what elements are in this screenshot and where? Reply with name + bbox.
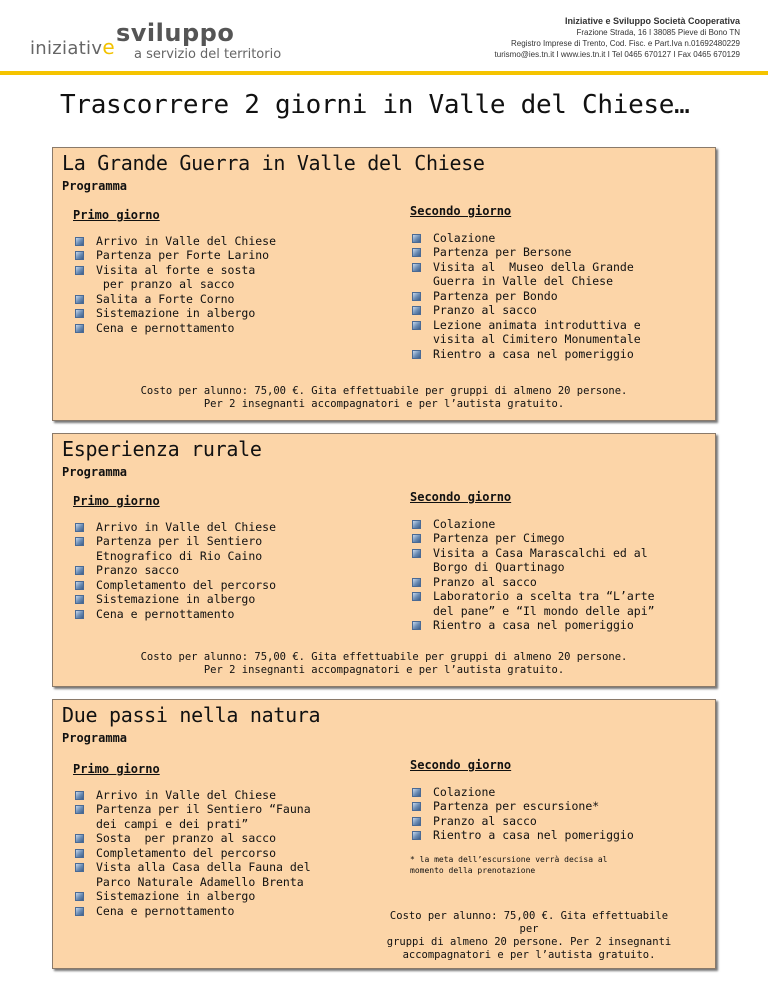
list-item: Visita al Museo della Grande xyxy=(410,260,710,275)
logo-tagline: a servizio del territorio xyxy=(134,47,282,62)
day2-heading: Secondo giorno xyxy=(410,490,512,504)
list-item: Sistemazione in albergo xyxy=(73,306,373,321)
bullet-icon xyxy=(412,802,421,811)
day1-column xyxy=(73,762,373,918)
day2-heading: Secondo giorno xyxy=(410,204,512,218)
bullet-icon xyxy=(412,592,421,601)
logo-word-iniziative: iniziative xyxy=(30,35,115,59)
list-item: Colazione xyxy=(410,785,710,800)
programma-label: Programma xyxy=(62,179,128,193)
list-item: Rientro a casa nel pomeriggio xyxy=(410,347,710,362)
list-item: Pranzo al sacco xyxy=(410,814,710,829)
list-item: Arrivo in Valle del Chiese xyxy=(73,234,373,249)
list-item: del pane” e “Il mondo delle api” xyxy=(433,603,655,618)
bullet-icon xyxy=(75,266,84,275)
bullet-icon xyxy=(412,831,421,840)
list-item: Completamento del percorso xyxy=(73,578,373,593)
day2-heading: Secondo giorno xyxy=(410,758,512,772)
programma-label: Programma xyxy=(62,465,128,479)
programma-label: Programma xyxy=(62,731,128,745)
logo-word-sviluppo: sviluppo xyxy=(116,19,235,47)
day1-list xyxy=(73,234,373,336)
bullet-icon xyxy=(412,578,421,587)
list-item: Partenza per Forte Larino xyxy=(73,248,373,263)
header-divider xyxy=(0,71,768,75)
program-box-esperienza-rurale xyxy=(52,433,716,687)
bullet-icon xyxy=(75,581,84,590)
excursion-note: * la meta dell’escursione verrà decisa al momento della prenotazione xyxy=(410,854,608,875)
bullet-icon xyxy=(412,534,421,543)
list-item: Visita al forte e sosta xyxy=(73,263,373,278)
company-address: Frazione Strada, 16 I 38085 Pieve di Bono TN xyxy=(576,28,740,37)
list-item: Partenza per Bersone xyxy=(410,245,710,260)
day2-list xyxy=(410,785,710,843)
bullet-icon xyxy=(75,251,84,260)
bullet-icon xyxy=(75,566,84,575)
list-item: Partenza per il Sentiero “Fauna xyxy=(73,802,373,817)
bullet-icon xyxy=(412,520,421,529)
list-item: Sistemazione in albergo xyxy=(73,592,373,607)
list-item: Cena e pernottamento xyxy=(73,904,373,919)
bullet-icon xyxy=(412,234,421,243)
list-item: Rientro a casa nel pomeriggio xyxy=(410,828,710,843)
bullet-icon xyxy=(412,350,421,359)
list-item: Vista alla Casa della Fauna del xyxy=(73,860,373,875)
bullet-icon xyxy=(412,817,421,826)
day1-list xyxy=(73,520,373,622)
day1-heading: Primo giorno xyxy=(73,762,160,776)
list-item: visita al Cimitero Monumentale xyxy=(433,332,641,346)
bullet-icon xyxy=(75,610,84,619)
list-item: Etnografico di Rio Caino xyxy=(96,548,263,563)
bullet-icon xyxy=(75,295,84,304)
bullet-icon xyxy=(412,788,421,797)
list-item: Guerra in Valle del Chiese xyxy=(433,274,614,288)
program-title: Esperienza rurale xyxy=(62,437,262,461)
program-title: Due passi nella natura xyxy=(62,703,321,727)
bullet-icon xyxy=(412,263,421,272)
list-item: Completamento del percorso xyxy=(73,846,373,861)
bullet-icon xyxy=(75,324,84,333)
bullet-icon xyxy=(412,621,421,630)
cost-info: Costo per alunno: 75,00 €. Gita effettuabile per gruppi di almeno 20 persone. Per 2 insegnanti accompagnatori e per l’autista gratuito. xyxy=(140,651,628,676)
day1-list xyxy=(73,788,373,919)
bullet-icon xyxy=(412,248,421,257)
day2-column xyxy=(410,758,710,876)
page-title: Trascorrere 2 giorni in Valle del Chiese… xyxy=(60,90,690,120)
list-item: Lezione animata introduttiva e xyxy=(410,318,710,333)
list-item: dei campi e dei prati” xyxy=(96,816,249,831)
bullet-icon xyxy=(75,834,84,843)
company-contacts: turismo@ies.tn.it I www.ies.tn.it I Tel 0465 670127 I Fax 0465 670129 xyxy=(494,50,740,59)
list-item: Partenza per Cimego xyxy=(410,531,710,546)
bullet-icon xyxy=(412,306,421,315)
company-registry: Registro Imprese di Trento, Cod. Fisc. e Part.Iva n.01692480229 xyxy=(510,39,740,48)
day1-column xyxy=(73,208,373,335)
list-item: Partenza per il Sentiero xyxy=(73,534,373,549)
day2-column xyxy=(410,490,710,633)
list-item: Visita a Casa Marascalchi ed al xyxy=(410,546,710,561)
cost-info: Costo per alunno: 75,00 €. Gita effettuabile per gruppi di almeno 20 persone. Per 2 insegnanti accompagnatori e per l’autista gratuito. xyxy=(386,910,672,961)
program-box-grande-guerra xyxy=(52,147,716,421)
list-item: Arrivo in Valle del Chiese xyxy=(73,520,373,535)
list-item: Laboratorio a scelta tra “L’arte xyxy=(410,589,710,604)
bullet-icon xyxy=(75,791,84,800)
bullet-icon xyxy=(75,309,84,318)
bullet-icon xyxy=(75,237,84,246)
bullet-icon xyxy=(75,805,84,814)
list-item: Borgo di Quartinago xyxy=(433,560,565,574)
list-item: Sistemazione in albergo xyxy=(73,889,373,904)
list-item: Pranzo sacco xyxy=(73,563,373,578)
day2-list xyxy=(410,231,710,362)
bullet-icon xyxy=(75,907,84,916)
bullet-icon xyxy=(75,595,84,604)
bullet-icon xyxy=(75,523,84,532)
bullet-icon xyxy=(412,292,421,301)
company-name: Iniziative e Sviluppo Società Cooperativa xyxy=(564,16,740,26)
list-item: Colazione xyxy=(410,517,710,532)
company-info xyxy=(495,16,740,60)
list-item: Partenza per Bondo xyxy=(410,289,710,304)
day2-column xyxy=(410,204,710,361)
bullet-icon xyxy=(75,892,84,901)
day1-heading: Primo giorno xyxy=(73,208,160,222)
day1-heading: Primo giorno xyxy=(73,494,160,508)
cost-info: Costo per alunno: 75,00 €. Gita effettuabile per gruppi di almeno 20 persone. Per 2 insegnanti accompagnatori e per l’autista gratuito. xyxy=(140,385,628,410)
list-item: Pranzo al sacco xyxy=(410,303,710,318)
list-item: Colazione xyxy=(410,231,710,246)
bullet-icon xyxy=(75,537,84,546)
bullet-icon xyxy=(75,863,84,872)
list-item: Cena e pernottamento xyxy=(73,321,373,336)
program-box-due-passi xyxy=(52,699,716,969)
bullet-icon xyxy=(412,321,421,330)
list-item: Partenza per escursione* xyxy=(410,799,710,814)
program-title: La Grande Guerra in Valle del Chiese xyxy=(62,151,485,175)
list-item: Pranzo al sacco xyxy=(410,575,710,590)
company-logo xyxy=(30,14,330,64)
list-item: Arrivo in Valle del Chiese xyxy=(73,788,373,803)
bullet-icon xyxy=(412,549,421,558)
day2-list xyxy=(410,517,710,633)
list-item: Parco Naturale Adamello Brenta xyxy=(96,874,304,889)
list-item: Salita a Forte Corno xyxy=(73,292,373,307)
bullet-icon xyxy=(75,849,84,858)
list-item: Sosta per pranzo al sacco xyxy=(73,831,373,846)
list-item: Rientro a casa nel pomeriggio xyxy=(410,618,710,633)
list-item: per pranzo al sacco xyxy=(96,277,235,291)
list-item: Cena e pernottamento xyxy=(73,607,373,622)
day1-column xyxy=(73,494,373,621)
